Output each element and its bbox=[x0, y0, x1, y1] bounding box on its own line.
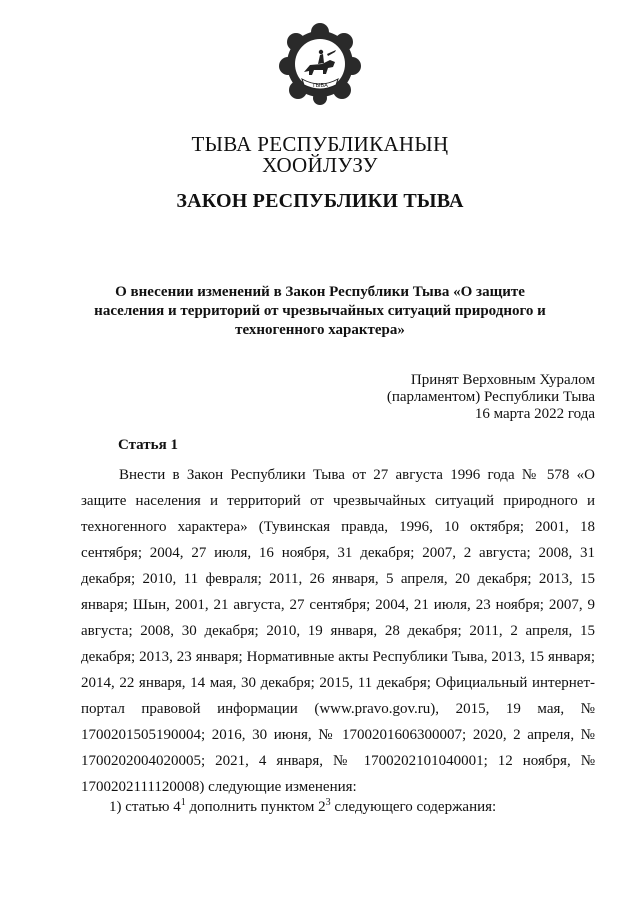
item-sup-1: 1 bbox=[180, 797, 186, 808]
tuva-emblem-icon bbox=[278, 22, 362, 106]
body-line: декабря; 2013, 23 января; Нормативные акты Республики Тыва, 2013, 15 января; bbox=[81, 649, 595, 665]
item-sup-2: 3 bbox=[325, 797, 331, 808]
item-middle: дополнить пунктом 2 bbox=[185, 799, 326, 815]
body-line: 1700202004020005; 2021, 4 января, № 1700202101040001; 12 ноября, № bbox=[81, 753, 595, 769]
law-subject: О внесении изменений в Закон Республики Тыва «О защите населения и территорий от чрезвычайных ситуаций природного и техногенного характера» bbox=[94, 284, 546, 338]
body-line: сентября; 2004, 27 июля, 16 ноября, 31 декабря; 2007, 2 августа; 2008, 31 bbox=[81, 545, 595, 561]
article-heading: Статья 1 bbox=[118, 437, 178, 453]
parliament-title-line2: ХООЙЛУЗУ bbox=[262, 153, 378, 177]
item-prefix: 1) статью 4 bbox=[109, 799, 181, 815]
emblem-ribbon-text: ТЫВА bbox=[312, 83, 328, 89]
body-line: августа; 2008, 30 декабря; 2010, 19 января, 28 декабря; 2011, 2 апреля, 15 bbox=[81, 623, 595, 639]
item-suffix: следующего содержания: bbox=[330, 799, 497, 815]
adoption-line1: Принят Верховным Хуралом bbox=[410, 372, 595, 388]
adoption-date: 16 марта 2022 года bbox=[474, 406, 595, 422]
body-line: техногенного характера» (Тувинская правда, 1996, 10 октября; 2001, 18 bbox=[81, 519, 595, 535]
body-line: 1700202111120008) следующие изменения: bbox=[81, 779, 357, 795]
amendment-item-1 bbox=[109, 799, 496, 816]
body-line: 2014, 22 января, 14 мая, 30 декабря; 2015, 11 декабря; Официальный интернет- bbox=[81, 675, 595, 691]
adoption-note bbox=[387, 372, 595, 423]
article-body bbox=[81, 462, 595, 800]
body-line: Внести в Закон Республики Тыва от 27 августа 1996 года № 578 «О bbox=[119, 467, 595, 483]
body-line: 1700201505190004; 2016, 30 июня, № 1700201606300007; 2020, 2 апреля, № bbox=[81, 727, 595, 743]
body-line: портал правовой информации (www.pravo.gov.ru), 2015, 19 мая, № bbox=[81, 701, 595, 717]
body-line: защите населения и территорий от чрезвычайных ситуаций природного и bbox=[81, 493, 595, 509]
law-title: ЗАКОН РЕСПУБЛИКИ ТЫВА bbox=[176, 190, 464, 212]
body-line: января; Шын, 2001, 21 августа, 27 сентября; 2004, 21 июля, 23 ноября; 2007, 9 bbox=[81, 597, 595, 613]
body-line: декабря; 2010, 11 февраля; 2011, 26 января, 5 апреля, 20 декабря; 2013, 15 bbox=[81, 571, 595, 587]
adoption-line2: (парламентом) Республики Тыва bbox=[386, 389, 595, 405]
parliament-title-line1: ТЫВА РЕСПУБЛИКАНЫҢ bbox=[191, 132, 449, 156]
